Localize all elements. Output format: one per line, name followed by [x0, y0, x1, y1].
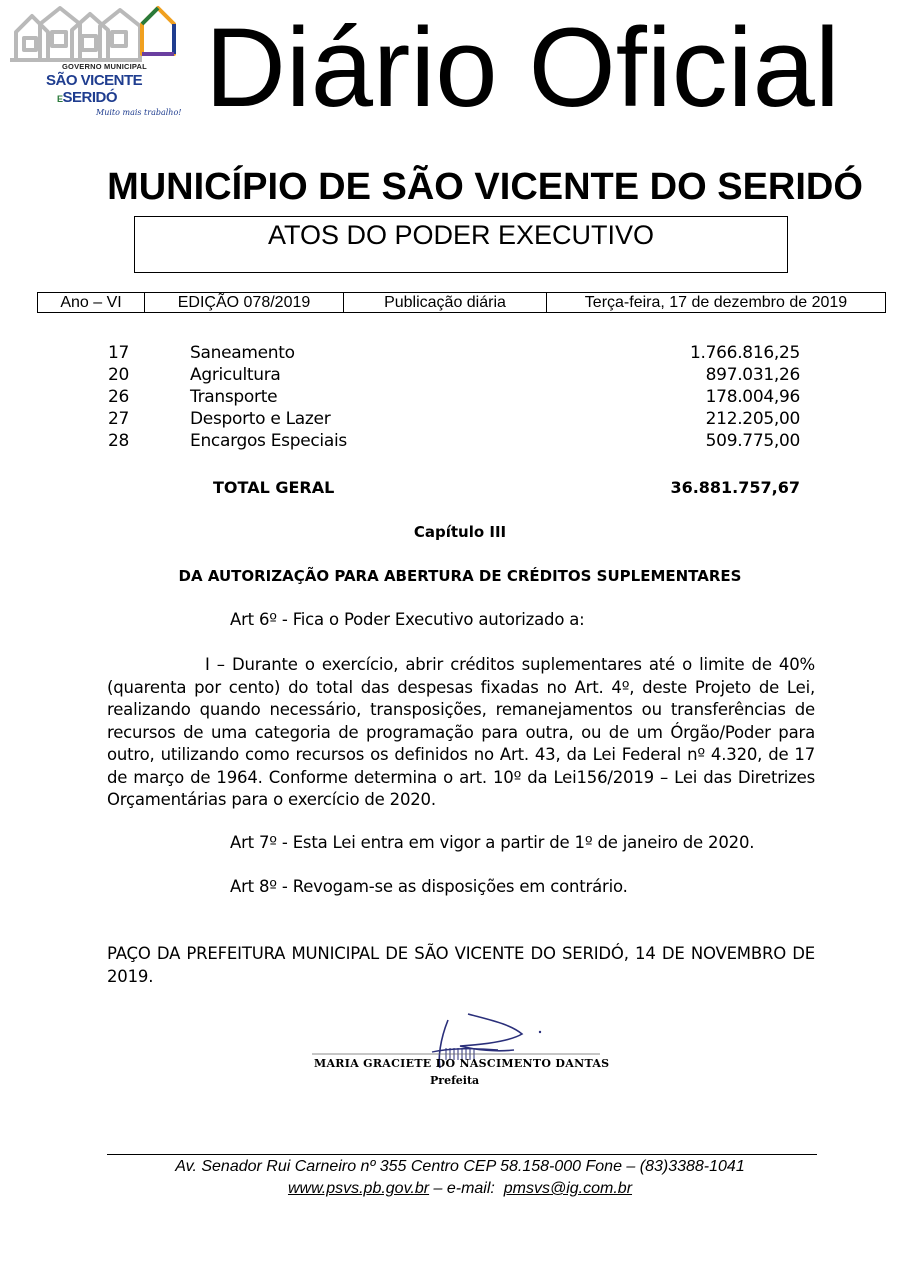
- municipality-title: MUNICÍPIO DE SÃO VICENTE DO SERIDÓ: [107, 166, 863, 208]
- budget-code: 17: [108, 343, 130, 363]
- budget-row: [0, 408, 900, 430]
- total-value: 36.881.757,67: [670, 478, 800, 497]
- budget-value: 212.205,00: [705, 409, 800, 429]
- signatory-name: MARIA GRACIETE DO NASCIMENTO DANTAS: [314, 1057, 610, 1070]
- budget-name: Encargos Especiais: [190, 431, 347, 451]
- edition-cell: EDIÇÃO 078/2019: [145, 293, 344, 313]
- logo-city-line1: SÃO VICENTE: [46, 72, 143, 89]
- article-6: Art 6º - Fica o Poder Executivo autorizado a:: [230, 610, 585, 629]
- section-title: ATOS DO PODER EXECUTIVO: [267, 220, 655, 250]
- masthead-title: Diário Oficial: [205, 5, 840, 130]
- budget-row: [0, 386, 900, 408]
- total-label: TOTAL GERAL: [213, 478, 335, 497]
- logo-slogan: Muito mais trabalho!: [96, 108, 182, 117]
- budget-code: 27: [108, 409, 130, 429]
- year-cell: Ano – VI: [38, 293, 145, 313]
- footer-divider: [107, 1154, 817, 1155]
- budget-name: Desporto e Lazer: [190, 409, 331, 429]
- budget-code: 28: [108, 431, 130, 451]
- footer-contact: [0, 1180, 900, 1198]
- article-7: Art 7º - Esta Lei entra em vigor a partir de 1º de janeiro de 2020.: [230, 833, 755, 852]
- budget-code: 26: [108, 387, 130, 407]
- budget-name: Saneamento: [190, 343, 295, 363]
- article-6-inciso-1: I – Durante o exercício, abrir créditos suplementares até o limite de 40% (quarenta por cento) do total das despesas fixadas no Art. 4º, deste Projeto de Lei, realizando quando necessário, transposições, remanejamentos ou transferências de recursos de uma categoria de programação para outra, ou de um Órgão/Poder para outro, utilizando como recursos os definidos no Art. 43, da Lei Federal nº 4.320, de 17 de março de 1964. Conforme determina o art. 10º da Lei156/2019 – Lei das Diretrizes Orçamentárias para o exercício de 2020.: [107, 655, 815, 809]
- edition-info-row: [38, 293, 886, 313]
- budget-row: [0, 342, 900, 364]
- email-link[interactable]: pmsvs@ig.com.br: [503, 1180, 633, 1197]
- article-8: Art 8º - Revogam-se as disposições em contrário.: [230, 877, 628, 896]
- date-cell: Terça-feira, 17 de dezembro de 2019: [547, 293, 886, 313]
- budget-row: [0, 430, 900, 452]
- footer-address: Av. Senador Rui Carneiro nº 355 Centro CEP 58.158-000 Fone – (83)3388-1041: [175, 1158, 745, 1175]
- logo-gov-label: GOVERNO MUNICIPAL: [62, 62, 147, 71]
- frequency-cell: Publicação diária: [344, 293, 547, 313]
- budget-value: 1.766.816,25: [690, 343, 800, 363]
- budget-value: 178.004,96: [705, 387, 800, 407]
- logo-city-e: E: [57, 94, 63, 104]
- chapter-heading: Capítulo III: [413, 523, 507, 541]
- website-link[interactable]: www.psvs.pb.gov.br: [287, 1180, 430, 1197]
- closing-statement: PAÇO DA PREFEITURA MUNICIPAL DE SÃO VICENTE DO SERIDÓ, 14 DE NOVEMBRO DE 2019.: [107, 944, 815, 986]
- logo-city-line2: [57, 89, 117, 106]
- signatory-role: Prefeita: [430, 1074, 480, 1087]
- budget-code: 20: [108, 365, 130, 385]
- edition-info-table: [37, 292, 886, 313]
- budget-name: Transporte: [190, 387, 278, 407]
- budget-value: 509.775,00: [705, 431, 800, 451]
- budget-value: 897.031,26: [705, 365, 800, 385]
- budget-row: [0, 364, 900, 386]
- budget-name: Agricultura: [190, 365, 281, 385]
- email-separator: – e-mail:: [429, 1180, 504, 1197]
- logo-city-name: SERIDÓ: [62, 89, 118, 106]
- chapter-title: DA AUTORIZAÇÃO PARA ABERTURA DE CRÉDITOS SUPLEMENTARES: [178, 567, 742, 585]
